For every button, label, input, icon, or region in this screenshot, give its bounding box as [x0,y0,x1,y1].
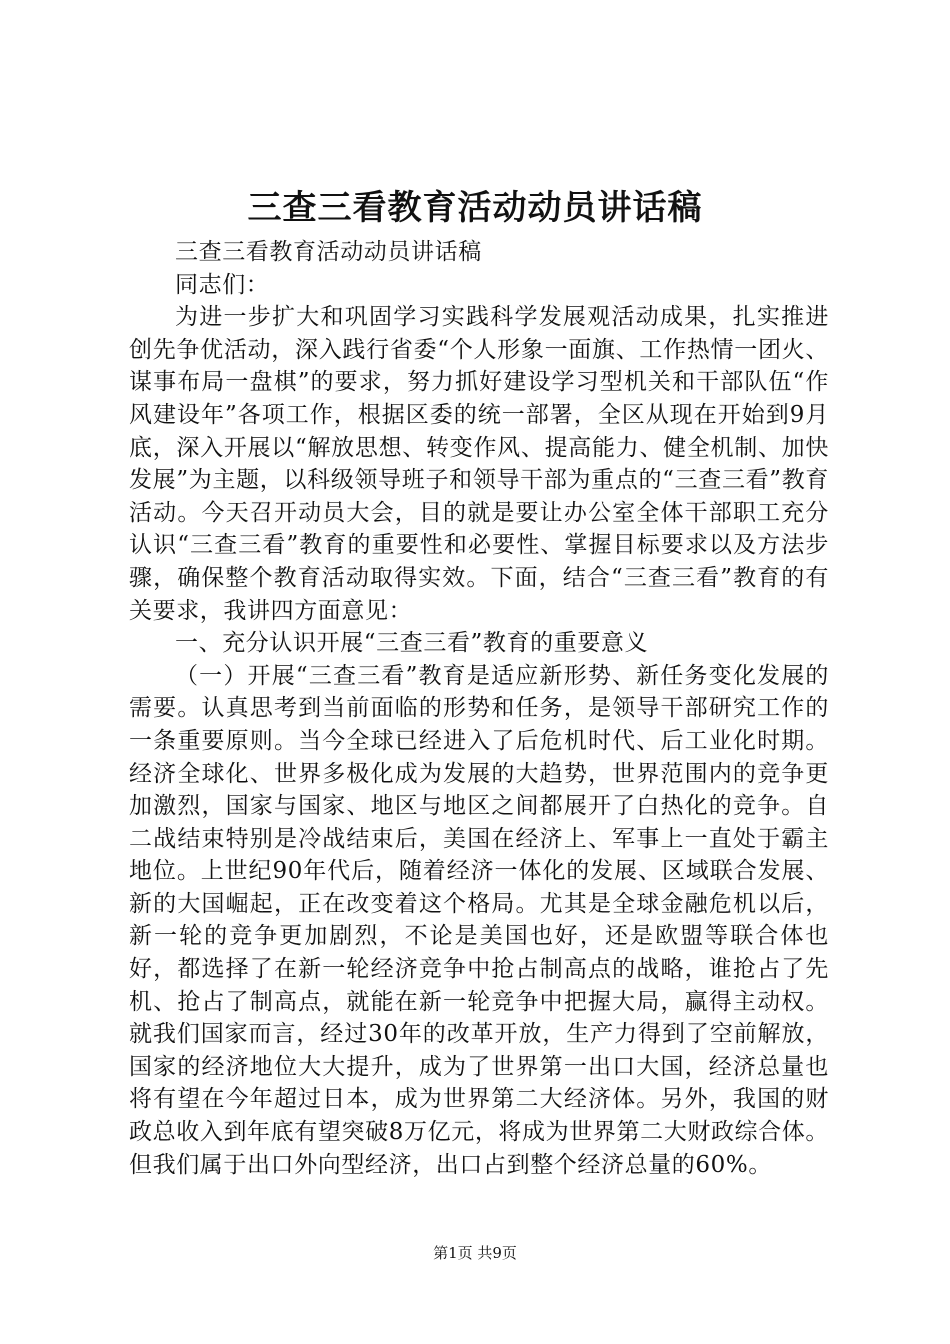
page-footer: 第1页 共9页 [433,1244,517,1262]
section-heading-1: 一、充分认识开展“三查三看”教育的重要意义 [175,630,649,657]
document-body [129,236,829,1181]
body-paragraph-subsection-1: （一）开展“三查三看”教育是适应新形势、新任务变化发展的需要。认真思考到当前面临的形势和任务，是领导干部研究工作的一条重要原则。当今全球已经进入了后危机时代、后工业化时期。经济全球化、世界多极化成为发展的大趋势，世界范围内的竞争更加激烈，国家与国家、地区与地区之间都展开了白热化的竞争。自二战结束特别是冷战结束后，美国在经济上、军事上一直处于霸主地位。上世纪90年代后，随着经济一体化的发展、区域联合发展、新的大国崛起，正在改变着这个格局。尤其是全球金融危机以后，新一轮的竞争更加剧烈，不论是美国也好，还是欧盟等联合体也好，都选择了在新一轮经济竞争中抢占制高点的战略，谁抢占了先机、抢占了制高点，就能在新一轮竞争中把握大局，赢得主动权。就我们国家而言，经过30年的改革开放，生产力得到了空前解放，国家的经济地位大大提升，成为了世界第一出口大国，经济总量也将有望在今年超过日本，成为世界第二大经济体。另外，我国的财政总收入到年底有望突破8万亿元，将成为世界第二大财政综合体。但我们属于出口外向型经济，出口占到整个经济总量的60%。 [129,662,829,1178]
document-title: 三查三看教育活动动员讲话稿 [247,188,703,228]
body-paragraph-salutation: 同志们： [175,271,270,298]
body-paragraph-intro: 为进一步扩大和巩固学习实践科学发展观活动成果，扎实推进创先争优活动，深入践行省委“个人形象一面旗、工作热情一团火、谋事布局一盘棋”的要求，努力抓好建设学习型机关和干部队伍“作风建设年”各项工作，根据区委的统一部署，全区从现在开始到9月底，深入开展以“解放思想、转变作风、提高能力、健全机制、加快发展”为主题，以科级领导班子和领导干部为重点的“三查三看”教育活动。今天召开动员大会，目的就是要让办公室全体干部职工充分认识“三查三看”教育的重要性和必要性、掌握目标要求以及方法步骤，确保整个教育活动取得实效。下面，结合“三查三看”教育的有关要求，我讲四方面意见： [129,304,829,624]
body-paragraph-heading-repeat: 三查三看教育活动动员讲话稿 [175,239,482,265]
